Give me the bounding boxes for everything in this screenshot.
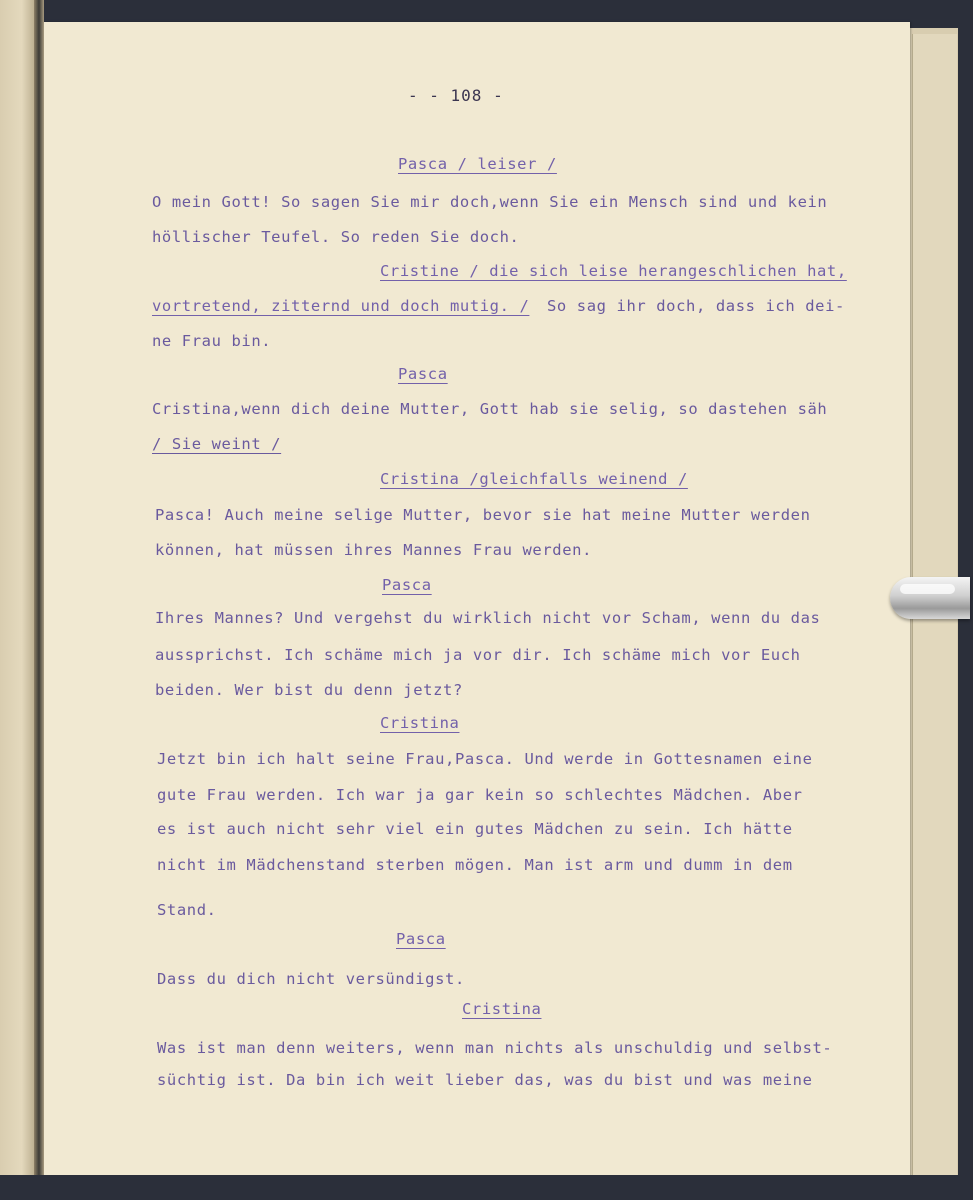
- text-line: So sag ihr doch, dass ich dei-: [547, 297, 845, 315]
- text-line: Stand.: [157, 901, 217, 919]
- stage-direction: / Sie weint /: [152, 435, 282, 453]
- speaker-heading: Pasca: [398, 365, 448, 383]
- binding-gutter: [34, 0, 44, 1180]
- text-line: Dass du dich nicht versündigst.: [157, 970, 465, 988]
- previous-page-edge: [0, 0, 36, 1175]
- page-number: - - 108 -: [408, 86, 504, 105]
- text-line: nicht im Mädchenstand sterben mögen. Man ist arm und dumm in dem: [157, 856, 793, 874]
- paper-clip-highlight: [900, 584, 955, 594]
- speaker-heading: Cristina: [380, 714, 460, 732]
- speaker-heading: Pasca / leiser /: [398, 155, 557, 173]
- text-line: beiden. Wer bist du denn jetzt?: [155, 681, 463, 699]
- text-line: aussprichst. Ich schäme mich ja vor dir. Ich schäme mich vor Euch: [155, 646, 801, 664]
- text-line: ne Frau bin.: [152, 332, 272, 350]
- text-line: Pasca! Auch meine selige Mutter, bevor sie hat meine Mutter werden: [155, 506, 811, 524]
- speaker-heading: Cristina: [462, 1000, 542, 1018]
- text-line: es ist auch nicht sehr viel ein gutes Mädchen zu sein. Ich hätte: [157, 820, 793, 838]
- stage-direction: Cristine / die sich leise herangeschlichen hat,: [380, 262, 847, 280]
- text-line: Cristina,wenn dich deine Mutter, Gott hab sie selig, so dastehen säh: [152, 400, 828, 418]
- text-line: Ihres Mannes? Und vergehst du wirklich nicht vor Scham, wenn du das: [155, 609, 821, 627]
- text-line: höllischer Teufel. So reden Sie doch.: [152, 228, 520, 246]
- speaker-heading: Cristina /gleichfalls weinend /: [380, 470, 688, 488]
- text-line: gute Frau werden. Ich war ja gar kein so schlechtes Mädchen. Aber: [157, 786, 803, 804]
- text-line: O mein Gott! So sagen Sie mir doch,wenn Sie ein Mensch sind und kein: [152, 193, 828, 211]
- text-line: Was ist man denn weiters, wenn man nichts als unschuldig und selbst-: [157, 1039, 833, 1057]
- text-line: Jetzt bin ich halt seine Frau,Pasca. Und werde in Gottesnamen eine: [157, 750, 813, 768]
- text-line: süchtig ist. Da bin ich weit lieber das, was du bist und was meine: [157, 1071, 813, 1089]
- text-line: können, hat müssen ihres Mannes Frau werden.: [155, 541, 592, 559]
- speaker-heading: Pasca: [382, 576, 432, 594]
- stage-direction: vortretend, zitternd und doch mutig. /: [152, 297, 530, 315]
- speaker-heading: Pasca: [396, 930, 446, 948]
- background-bottom: [0, 1175, 973, 1200]
